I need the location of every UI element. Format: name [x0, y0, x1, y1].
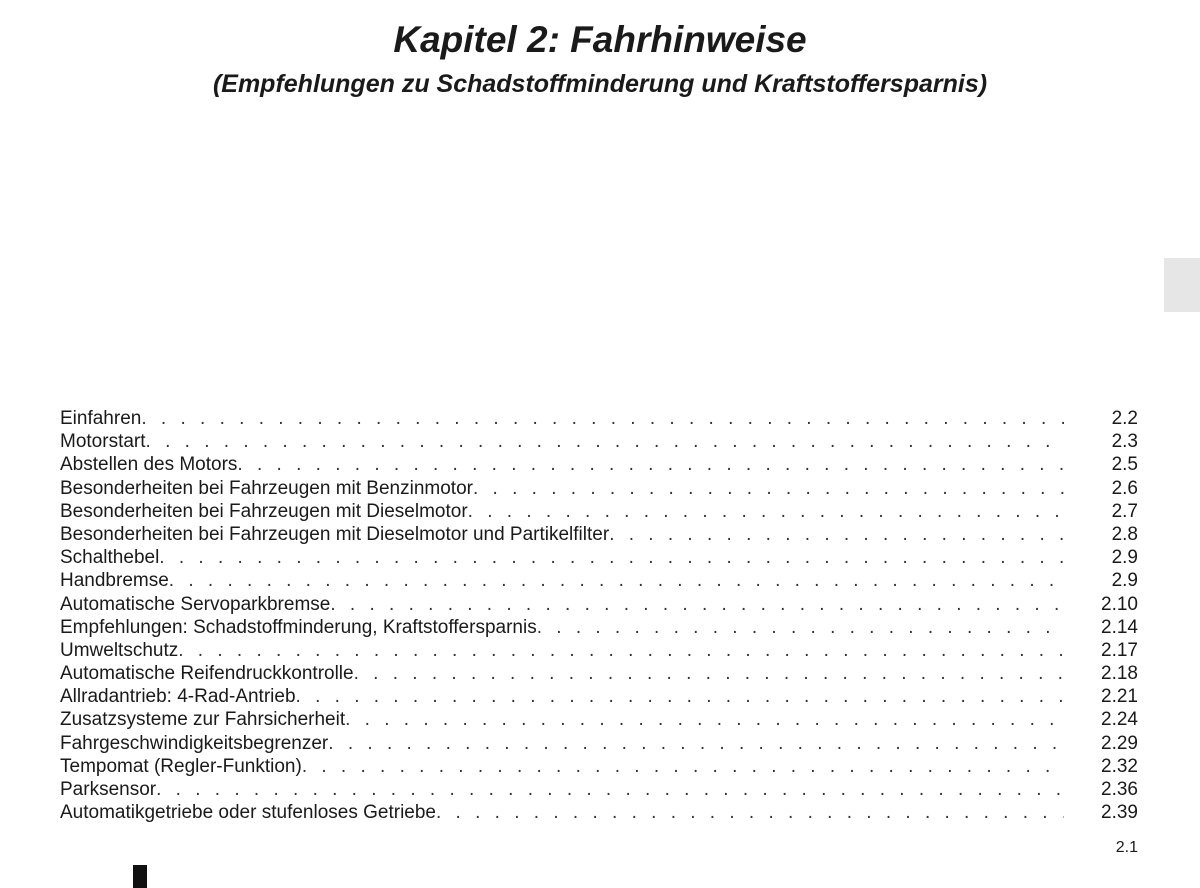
- crop-mark: [133, 865, 147, 888]
- toc-entry[interactable]: [60, 546, 1138, 569]
- toc-entry-label: Besonderheiten bei Fahrzeugen mit Dieselmotor und Partikelfilter: [60, 523, 610, 545]
- toc-entry-label: Schalthebel: [60, 547, 160, 569]
- toc-entry-label: Automatikgetriebe oder stufenloses Getriebe: [60, 802, 436, 824]
- toc-entry-page: 2.32: [1101, 755, 1138, 777]
- chapter-subtitle: (Empfehlungen zu Schadstoffminderung und Kraftstoffersparnis): [212, 70, 988, 98]
- toc-entry[interactable]: [60, 685, 1138, 708]
- toc-entry-page: 2.29: [1101, 732, 1138, 754]
- toc-entry-label: Automatische Servoparkbremse: [60, 593, 331, 615]
- toc-entry-page: 2.36: [1101, 779, 1138, 800]
- toc-leader-dots: [302, 755, 1064, 778]
- toc-entry[interactable]: [60, 430, 1138, 453]
- toc-entry-label: Allradantrieb: 4-Rad-Antrieb: [60, 686, 296, 708]
- page-number: 2.1: [1115, 839, 1138, 856]
- toc-entry[interactable]: [60, 569, 1138, 592]
- toc-entry[interactable]: [60, 407, 1138, 430]
- toc-leader-dots: [473, 477, 1064, 500]
- toc-leader-dots: [237, 453, 1064, 476]
- toc-leader-dots: [156, 778, 1064, 801]
- toc-entry-page: 2.21: [1101, 686, 1138, 708]
- toc-leader-dots: [141, 407, 1064, 430]
- toc-entry[interactable]: [60, 662, 1138, 685]
- toc-leader-dots: [537, 616, 1064, 639]
- toc-entry-label: Umweltschutz: [60, 639, 179, 661]
- toc-entry-label: Empfehlungen: Schadstoffminderung, Kraftstoffersparnis: [60, 616, 537, 638]
- toc-entry-page: 2.5: [1111, 454, 1138, 476]
- toc-leader-dots: [178, 639, 1064, 662]
- toc-entry[interactable]: [60, 755, 1138, 778]
- toc-entry-page: 2.14: [1101, 616, 1138, 638]
- toc-leader-dots: [468, 500, 1064, 523]
- toc-entry-label: Zusatzsysteme zur Fahrsicherheit: [60, 709, 346, 731]
- toc-entry[interactable]: [60, 732, 1138, 755]
- toc-entry[interactable]: [60, 708, 1138, 731]
- toc-entry-label: Einfahren: [60, 408, 142, 429]
- toc-leader-dots: [609, 523, 1064, 546]
- toc-entry-label: Besonderheiten bei Fahrzeugen mit Dieselmotor: [60, 500, 468, 522]
- toc-entry-label: Fahrgeschwindigkeitsbegrenzer: [60, 732, 329, 754]
- chapter-tab-marker: [1164, 258, 1200, 312]
- toc-entry-page: 2.9: [1111, 547, 1138, 569]
- toc-entry-label: Tempomat (Regler-Funktion): [60, 755, 302, 777]
- toc-leader-dots: [296, 685, 1064, 708]
- toc-leader-dots: [330, 593, 1064, 616]
- toc-entry-page: 2.7: [1111, 500, 1138, 522]
- toc-entry-page: 2.8: [1111, 523, 1138, 545]
- toc-entry[interactable]: [60, 500, 1138, 523]
- toc-entry-page: 2.3: [1111, 431, 1138, 453]
- table-of-contents: [60, 407, 1138, 824]
- toc-leader-dots: [345, 708, 1064, 731]
- toc-entry-label: Motorstart: [60, 431, 146, 453]
- toc-entry[interactable]: [60, 801, 1138, 824]
- toc-entry-page: 2.17: [1101, 639, 1138, 661]
- toc-entry[interactable]: [60, 523, 1138, 546]
- toc-leader-dots: [159, 546, 1064, 569]
- toc-entry-label: Besonderheiten bei Fahrzeugen mit Benzinmotor: [60, 477, 473, 499]
- toc-leader-dots: [328, 732, 1064, 755]
- toc-entry-page: 2.6: [1111, 477, 1138, 499]
- toc-leader-dots: [146, 430, 1064, 453]
- toc-entry[interactable]: [60, 616, 1138, 639]
- toc-leader-dots: [354, 662, 1064, 685]
- toc-entry-label: Abstellen des Motors: [60, 454, 238, 476]
- toc-leader-dots: [169, 569, 1064, 592]
- toc-entry[interactable]: [60, 593, 1138, 616]
- toc-entry-page: 2.39: [1101, 802, 1138, 824]
- toc-entry-label: Parksensor: [60, 779, 157, 800]
- toc-entry[interactable]: [60, 477, 1138, 500]
- chapter-title: Kapitel 2: Fahrhinweise: [393, 19, 807, 60]
- toc-entry-page: 2.24: [1101, 709, 1138, 731]
- toc-entry[interactable]: [60, 639, 1138, 662]
- toc-entry[interactable]: [60, 453, 1138, 476]
- toc-entry-page: 2.18: [1101, 663, 1138, 685]
- toc-entry-page: 2.10: [1101, 593, 1138, 615]
- toc-entry-label: Automatische Reifendruckkontrolle: [60, 663, 354, 685]
- toc-entry-page: 2.2: [1111, 408, 1138, 429]
- toc-entry-label: Handbremse: [60, 570, 169, 592]
- toc-leader-dots: [436, 801, 1064, 824]
- toc-entry[interactable]: [60, 778, 1138, 801]
- toc-entry-page: 2.9: [1111, 570, 1138, 592]
